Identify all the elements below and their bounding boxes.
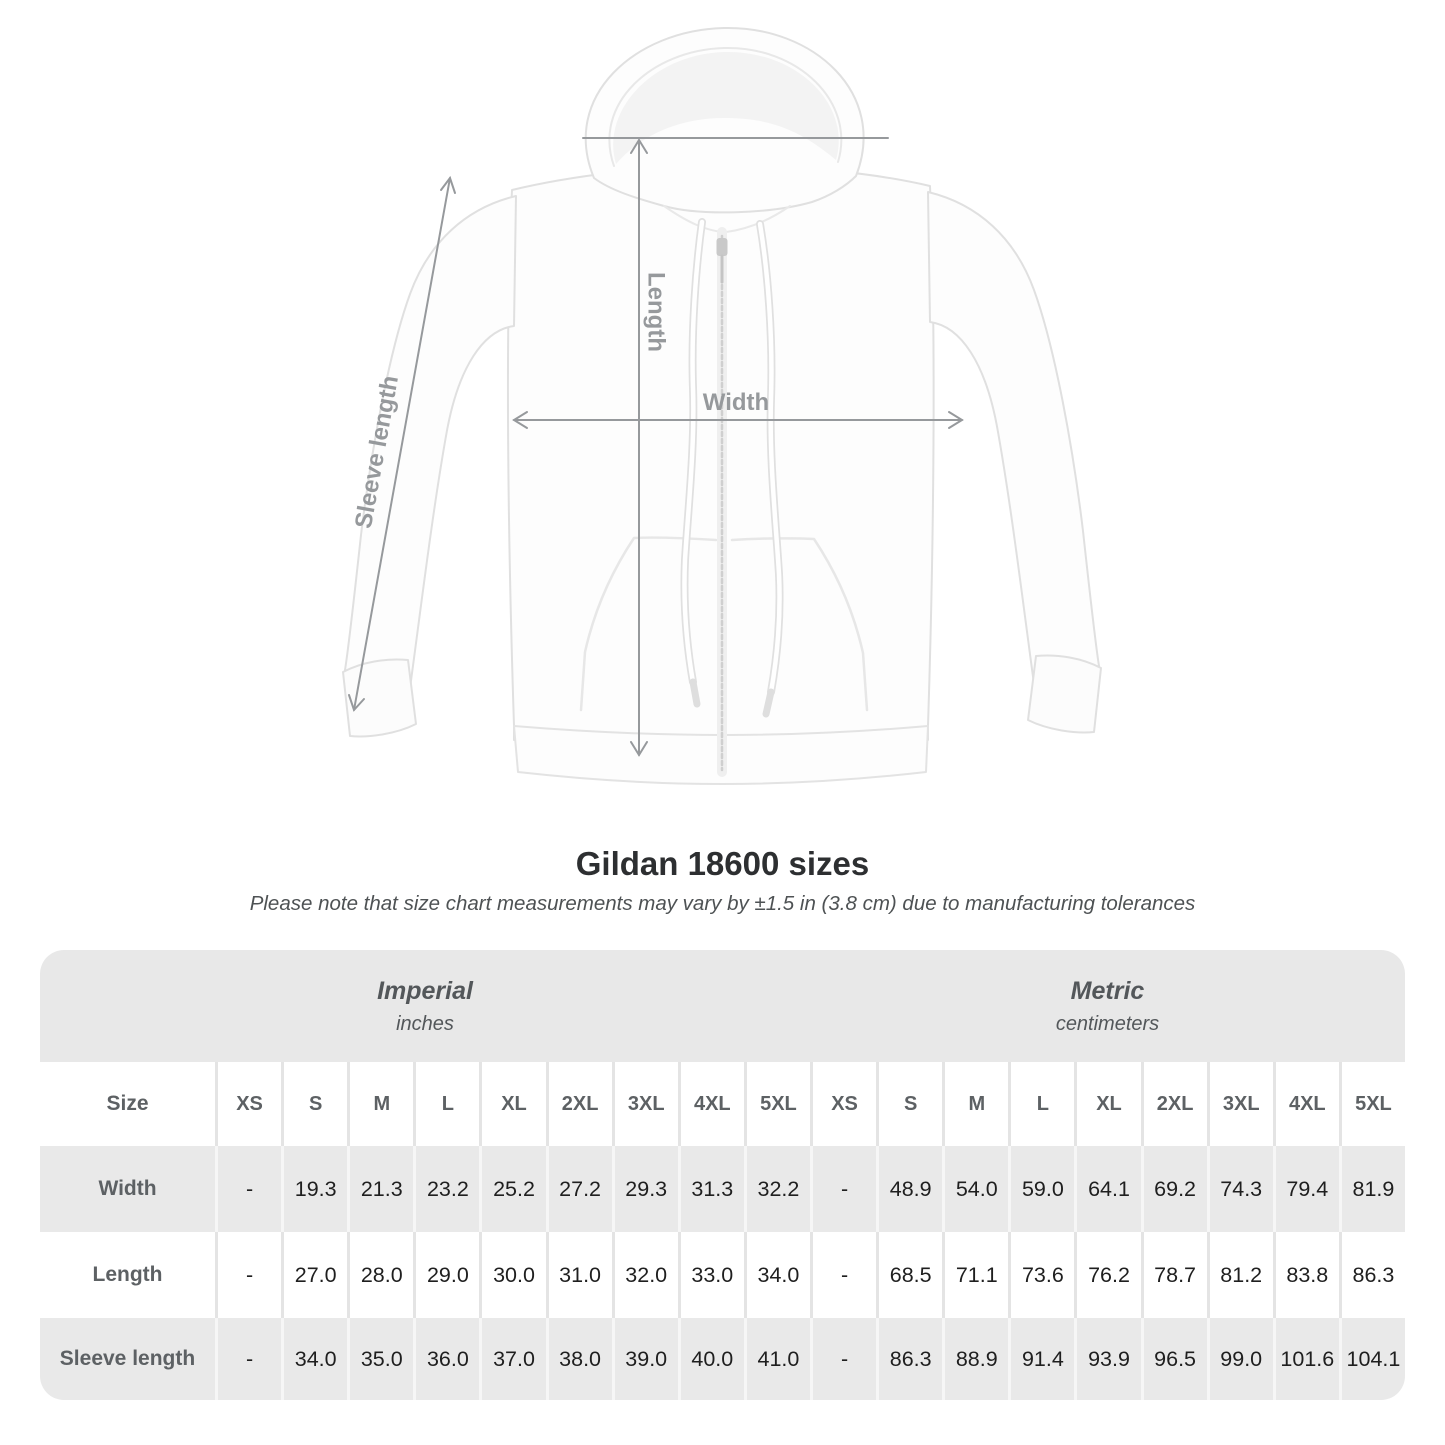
size-col-header: L xyxy=(1008,1062,1074,1146)
size-col-header: XS xyxy=(215,1062,281,1146)
size-value-cell: 23.2 xyxy=(413,1146,479,1232)
zipper xyxy=(717,232,728,772)
size-value-cell: - xyxy=(215,1318,281,1400)
zipper-slider xyxy=(717,238,728,256)
size-value-cell: 74.3 xyxy=(1207,1146,1273,1232)
unit-group-header xyxy=(40,950,810,1062)
size-value-cell: 86.3 xyxy=(1339,1232,1405,1318)
size-value-cell: 104.1 xyxy=(1339,1318,1405,1400)
size-table xyxy=(40,950,1405,1400)
size-value-cell: 88.9 xyxy=(942,1318,1008,1400)
size-col-header: XS xyxy=(810,1062,876,1146)
size-value-cell: 31.3 xyxy=(678,1146,744,1232)
size-header-label: Size xyxy=(40,1062,215,1146)
size-col-header: 2XL xyxy=(1141,1062,1207,1146)
size-value-cell: 79.4 xyxy=(1273,1146,1339,1232)
size-col-header: L xyxy=(413,1062,479,1146)
unit-group-subtitle: centimeters xyxy=(1055,1012,1160,1035)
unit-group-subtitle: inches xyxy=(396,1012,454,1035)
row-label: Sleeve length xyxy=(40,1318,215,1400)
size-col-header: 5XL xyxy=(744,1062,810,1146)
size-col-header: S xyxy=(281,1062,347,1146)
length-label: Length xyxy=(642,272,670,352)
size-value-cell: 28.0 xyxy=(347,1232,413,1318)
tolerance-note: Please note that size chart measurements may vary by ±1.5 in (3.8 cm) due to manufacturing tolerances xyxy=(249,892,1196,915)
row-label: Length xyxy=(40,1232,215,1318)
size-value-cell: 32.2 xyxy=(744,1146,810,1232)
size-value-cell: 37.0 xyxy=(479,1318,545,1400)
size-value-cell: 21.3 xyxy=(347,1146,413,1232)
size-value-cell: 30.0 xyxy=(479,1232,545,1318)
size-value-cell: 96.5 xyxy=(1141,1318,1207,1400)
size-value-cell: 34.0 xyxy=(281,1318,347,1400)
size-value-cell: 64.1 xyxy=(1074,1146,1140,1232)
page-title: Gildan 18600 sizes xyxy=(575,845,870,882)
size-value-cell: 35.0 xyxy=(347,1318,413,1400)
size-value-cell: 40.0 xyxy=(678,1318,744,1400)
unit-group-title: Metric xyxy=(1070,976,1145,1005)
size-value-cell: 31.0 xyxy=(546,1232,612,1318)
size-value-cell: 29.0 xyxy=(413,1232,479,1318)
size-value-cell: - xyxy=(810,1146,876,1232)
size-col-header: 5XL xyxy=(1339,1062,1405,1146)
size-value-cell: 32.0 xyxy=(612,1232,678,1318)
unit-group-title: Imperial xyxy=(377,976,473,1005)
size-value-cell: 93.9 xyxy=(1074,1318,1140,1400)
size-value-cell: 86.3 xyxy=(876,1318,942,1400)
size-col-header: 4XL xyxy=(678,1062,744,1146)
sleeve-length-label: Sleeve length xyxy=(350,373,404,531)
right-cuff xyxy=(1028,656,1101,733)
size-value-cell: 29.3 xyxy=(612,1146,678,1232)
size-value-cell: 19.3 xyxy=(281,1146,347,1232)
width-label: Width xyxy=(702,389,770,416)
hoodie-right-sleeve xyxy=(928,192,1099,684)
size-col-header: S xyxy=(876,1062,942,1146)
size-value-cell: 25.2 xyxy=(479,1146,545,1232)
size-col-header: 3XL xyxy=(1207,1062,1273,1146)
left-cuff xyxy=(343,660,416,737)
size-value-cell: 38.0 xyxy=(546,1318,612,1400)
size-col-header: 2XL xyxy=(546,1062,612,1146)
size-col-header: XL xyxy=(1074,1062,1140,1146)
size-col-header: 3XL xyxy=(612,1062,678,1146)
size-value-cell: 99.0 xyxy=(1207,1318,1273,1400)
unit-group-header xyxy=(810,950,1405,1062)
size-value-cell: 39.0 xyxy=(612,1318,678,1400)
size-value-cell: 73.6 xyxy=(1008,1232,1074,1318)
row-label: Width xyxy=(40,1146,215,1232)
size-col-header: M xyxy=(347,1062,413,1146)
size-value-cell: 27.0 xyxy=(281,1232,347,1318)
size-col-header: XL xyxy=(479,1062,545,1146)
size-col-header: 4XL xyxy=(1273,1062,1339,1146)
size-value-cell: 81.2 xyxy=(1207,1232,1273,1318)
size-value-cell: 71.1 xyxy=(942,1232,1008,1318)
size-value-cell: 78.7 xyxy=(1141,1232,1207,1318)
size-value-cell: 81.9 xyxy=(1339,1146,1405,1232)
size-value-cell: 68.5 xyxy=(876,1232,942,1318)
size-value-cell: 59.0 xyxy=(1008,1146,1074,1232)
size-value-cell: 41.0 xyxy=(744,1318,810,1400)
right-aglet xyxy=(766,692,771,714)
size-value-cell: - xyxy=(810,1232,876,1318)
left-aglet xyxy=(693,682,697,704)
size-value-cell: 91.4 xyxy=(1008,1318,1074,1400)
size-value-cell: 101.6 xyxy=(1273,1318,1339,1400)
size-value-cell: 48.9 xyxy=(876,1146,942,1232)
size-value-cell: 34.0 xyxy=(744,1232,810,1318)
size-col-header: M xyxy=(942,1062,1008,1146)
size-value-cell: 76.2 xyxy=(1074,1232,1140,1318)
size-value-cell: - xyxy=(215,1146,281,1232)
size-value-cell: 54.0 xyxy=(942,1146,1008,1232)
size-value-cell: - xyxy=(810,1318,876,1400)
size-value-cell: 27.2 xyxy=(546,1146,612,1232)
size-value-cell: 69.2 xyxy=(1141,1146,1207,1232)
size-value-cell: - xyxy=(215,1232,281,1318)
size-value-cell: 83.8 xyxy=(1273,1232,1339,1318)
size-value-cell: 33.0 xyxy=(678,1232,744,1318)
size-value-cell: 36.0 xyxy=(413,1318,479,1400)
